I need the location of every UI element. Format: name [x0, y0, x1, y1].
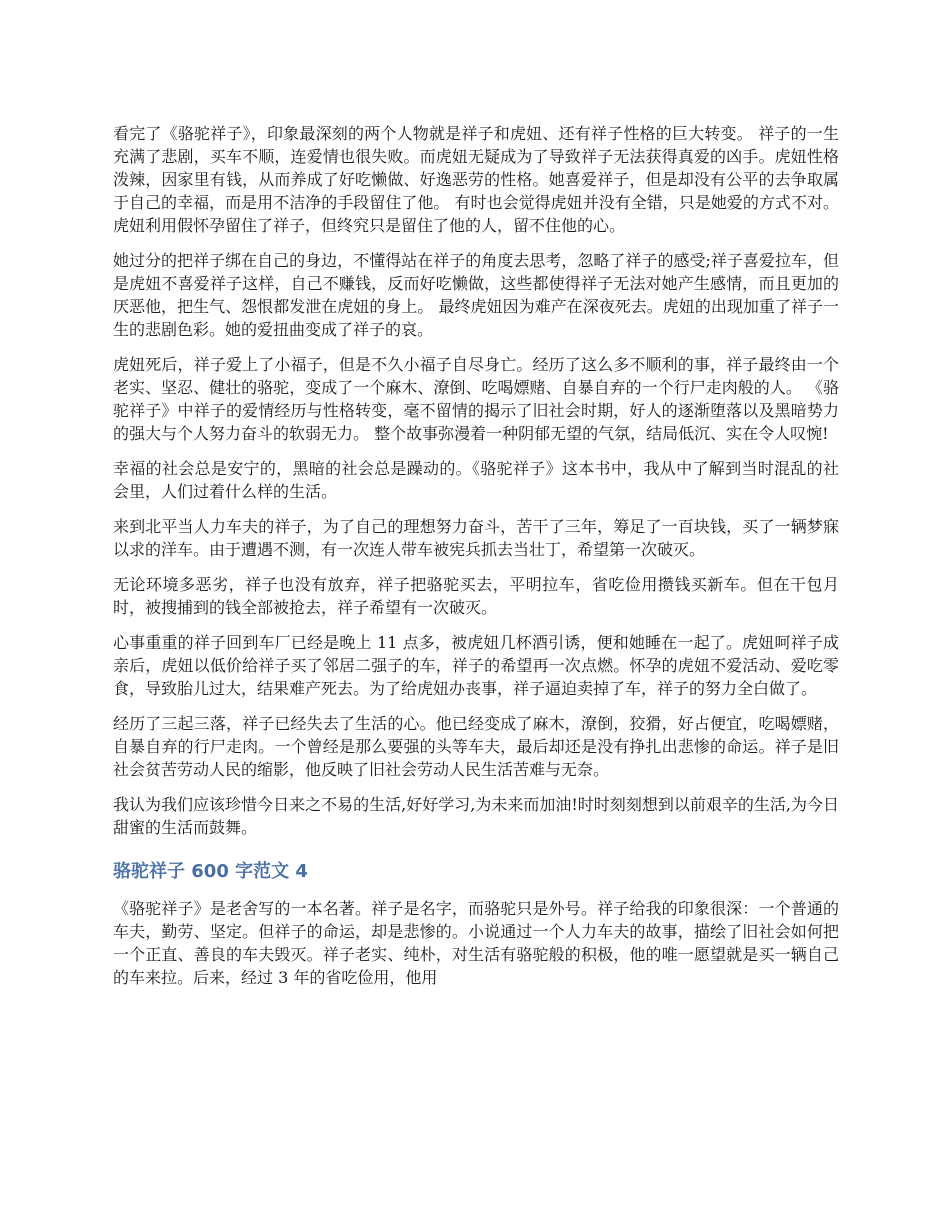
paragraph: 《骆驼祥子》是老舍写的一本名著。祥子是名字，而骆驼只是外号。祥子给我的印象很深：一个普通的车夫，勤劳、坚定。但祥子的命运，却是悲惨的。小说通过一个人力车夫的故事，描绘了旧社会如何把一个正直、善良的车夫毁灭。祥子老实、纯朴，对生活有骆驼般的积极，他的唯一愿望就是买一辆自己的车来拉。后来，经过 3 年的省吃俭用，他用: [113, 899, 839, 987]
paragraph: 来到北平当人力车夫的祥子，为了自己的理想努力奋斗，苦干了三年，筹足了一百块钱，买了一辆梦寐以求的洋车。由于遭遇不测，有一次连人带车被宪兵抓去当壮丁，希望第一次破灭。: [113, 517, 839, 559]
paragraph: 看完了《骆驼祥子》，印象最深刻的两个人物就是祥子和虎妞、还有祥子性格的巨大转变。 祥子的一生充满了悲剧，买车不顺，连爱情也很失败。而虎妞无疑成为了导致祥子无法获得真爱的凶手。虎妞性格泼辣，因家里有钱，从而养成了好吃懒做、好逸恶劳的性格。她喜爱祥子，但是却没有公平的去争取属于自己的幸福，而是用不洁净的手段留住了他。 有时也会觉得虎妞并没有全错，只是她爱的方式不对。虎妞利用假怀孕留住了祥子，但终究只是留住了他的人，留不住他的心。: [113, 124, 839, 235]
section-heading: 骆驼祥子 600 字范文 4: [113, 861, 308, 882]
paragraph: 经历了三起三落，祥子已经失去了生活的心。他已经变成了麻木，潦倒，狡猾，好占便宜，吃喝嫖赌，自暴自弃的行尸走肉。一个曾经是那么要强的头等车夫，最后却还是没有挣扎出悲惨的命运。祥子是旧社会贫苦劳动人民的缩影，他反映了旧社会劳动人民生活苦难与无奈。: [113, 714, 839, 779]
paragraph: 心事重重的祥子回到车厂已经是晚上 11 点多，被虎妞几杯酒引诱，便和她睡在一起了。虎妞呵祥子成亲后，虎妞以低价给祥子买了邻居二强子的车，祥子的希望再一次点燃。怀孕的虎妞不爱活动、爱吃零食，导致胎儿过大，结果难产死去。为了给虎妞办丧事，祥子逼迫卖掉了车，祥子的努力全白做了。: [113, 633, 839, 698]
document-page: [113, 122, 839, 1001]
paragraph: 幸福的社会总是安宁的，黑暗的社会总是躁动的。《骆驼祥子》这本书中，我从中了解到当时混乱的社会里，人们过着什么样的生活。: [113, 459, 839, 501]
paragraph: 虎妞死后，祥子爱上了小福子，但是不久小福子自尽身亡。经历了这么多不顺利的事，祥子最终由一个老实、坚忍、健壮的骆驼，变成了一个麻木、潦倒、吃喝嫖赌、自暴自弃的一个行尸走肉般的人。 《骆驼祥子》中祥子的爱情经历与性格转变，毫不留情的揭示了旧社会时期，好人的逐渐堕落以及黑暗势力的强大与个人努力奋斗的软弱无力。 整个故事弥漫着一种阴郁无望的气氛，结局低沉、实在令人叹惋!: [113, 355, 839, 443]
paragraph: 无论环境多恶劣，祥子也没有放弃，祥子把骆驼买去，平明拉车，省吃俭用攒钱买新车。但在干包月时，被搜捕到的钱全部被抢去，祥子希望有一次破灭。: [113, 575, 839, 617]
paragraph: 她过分的把祥子绑在自己的身边，不懂得站在祥子的角度去思考，忽略了祥子的感受;祥子喜爱拉车，但是虎妞不喜爱祥子这样，自己不赚钱，反而好吃懒做，这些都使得祥子无法对她产生感情，而且更加的厌恶他，把生气、怨恨都发泄在虎妞的身上。 最终虎妞因为难产在深夜死去。虎妞的出现加重了祥子一生的悲剧色彩。她的爱扭曲变成了祥子的哀。: [113, 251, 839, 339]
paragraph: 我认为我们应该珍惜今日来之不易的生活,好好学习,为未来而加油!时时刻刻想到以前艰辛的生活,为今日甜蜜的生活而鼓舞。: [113, 795, 839, 837]
